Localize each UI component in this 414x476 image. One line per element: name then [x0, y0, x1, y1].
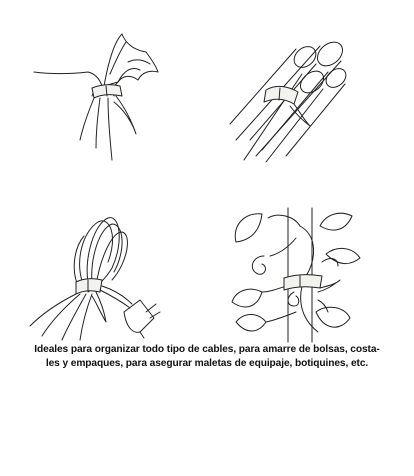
product-usage-caption: [0, 343, 414, 371]
caption-line-1: Ideales para organizar todo tipo de cables, para amarre de bolsas, costa-: [34, 344, 380, 355]
caption-line-2: les y empaques, para asegurar maletas de equipaje, botiquines, etc.: [45, 358, 369, 369]
vine-pole-illustration: [232, 208, 360, 342]
bag-tie-illustration: [34, 34, 158, 160]
coiled-cable-illustration: [30, 218, 160, 340]
tube-bundle-illustration: [230, 37, 350, 162]
